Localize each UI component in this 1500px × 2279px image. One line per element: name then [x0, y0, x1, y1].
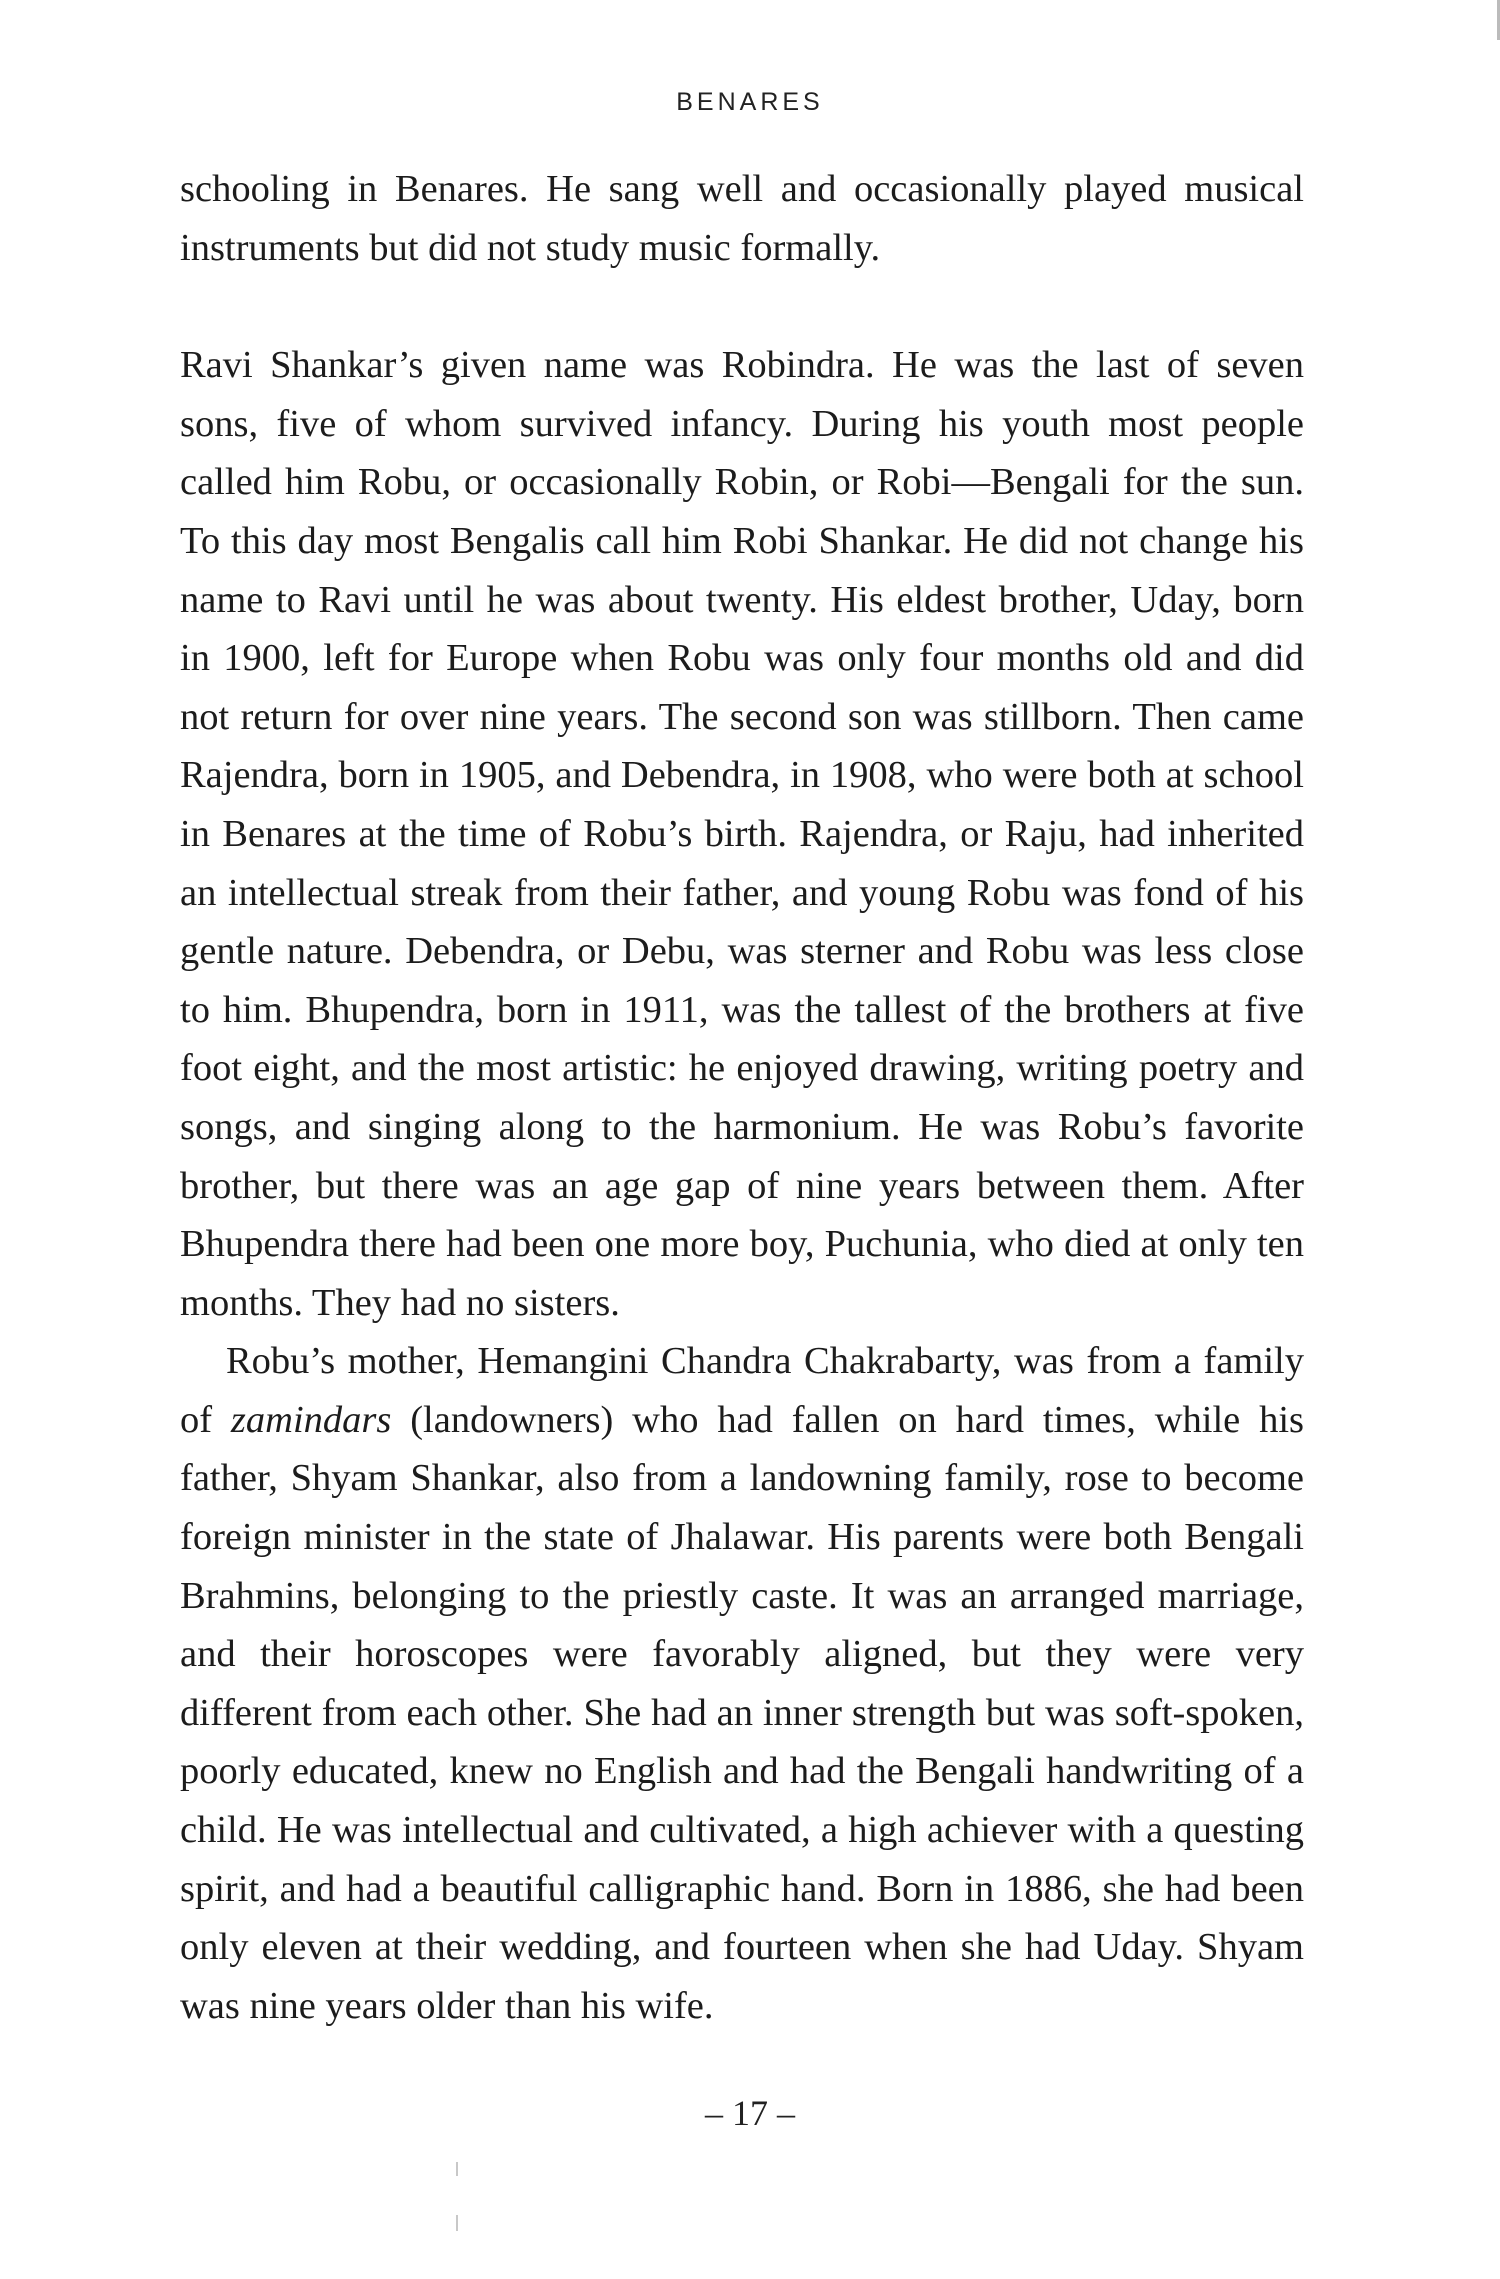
- scan-artifact-mark: [456, 2162, 458, 2176]
- paragraph-parents: [180, 1332, 1304, 2035]
- scan-artifact-mark: [456, 2215, 458, 2231]
- paragraph-ravi-shankar-name: Ravi Shankar’s given name was Robindra. He was the last of seven sons, five of whom survived infancy. During his youth most people called him Robu, or occasionally Robin, or Robi—Bengali for the sun. To this day most Bengalis call him Robi Shankar. He did not change his name to Ravi until he was about twenty. His eldest brother, Uday, born in 1900, left for Europe when Robu was only four months old and did not return for over nine years. The second son was stillborn. Then came Rajendra, born in 1905, and Debendra, in 1908, who were both at school in Benares at the time of Robu’s birth. Rajendra, or Raju, had inherited an intellectual streak from their father, and young Robu was fond of his gentle nature. Debendra, or Debu, was sterner and Robu was less close to him. Bhupendra, born in 1911, was the tallest of the brothers at five foot eight, and the most artistic: he enjoyed drawing, writing poetry and songs, and singing along to the harmonium. He was Robu’s favorite brother, but there was an age gap of nine years between them. After Bhupendra there had been one more boy, Puchunia, who died at only ten months. They had no sisters.: [180, 344, 1304, 1324]
- running-head: BENARES: [676, 88, 824, 116]
- paragraph-parents-part1: Robu’s mother, Hemangini Chandra Chakrabarty, was from a family of: [180, 1340, 1304, 1441]
- italic-term-zamindars: zamindars: [230, 1398, 392, 1441]
- page-number: – 17 –: [705, 2093, 795, 2133]
- paragraph-continued: schooling in Benares. He sang well and occasionally played musical instruments but did not study music formally.: [180, 168, 1304, 269]
- paragraph-parents-part2: (landowners) who had fallen on hard times, while his father, Shyam Shankar, also from a landowning family, rose to become foreign minister in the state of Jhalawar. His parents were both Bengali Brahmins, belonging to the priestly caste. It was an arranged marriage, and their horoscopes were favorably aligned, but they were very different from each other. She had an inner strength but was soft-spoken, poorly educated, knew no English and had the Bengali handwriting of a child. He was intellectual and cultivated, a high achiever with a questing spirit, and had a beautiful calligraphic hand. Born in 1886, she had been only eleven at their wedding, and fourteen when she had Uday. Shyam was nine years older than his wife.: [180, 1398, 1305, 2027]
- body-text: [180, 160, 1304, 2035]
